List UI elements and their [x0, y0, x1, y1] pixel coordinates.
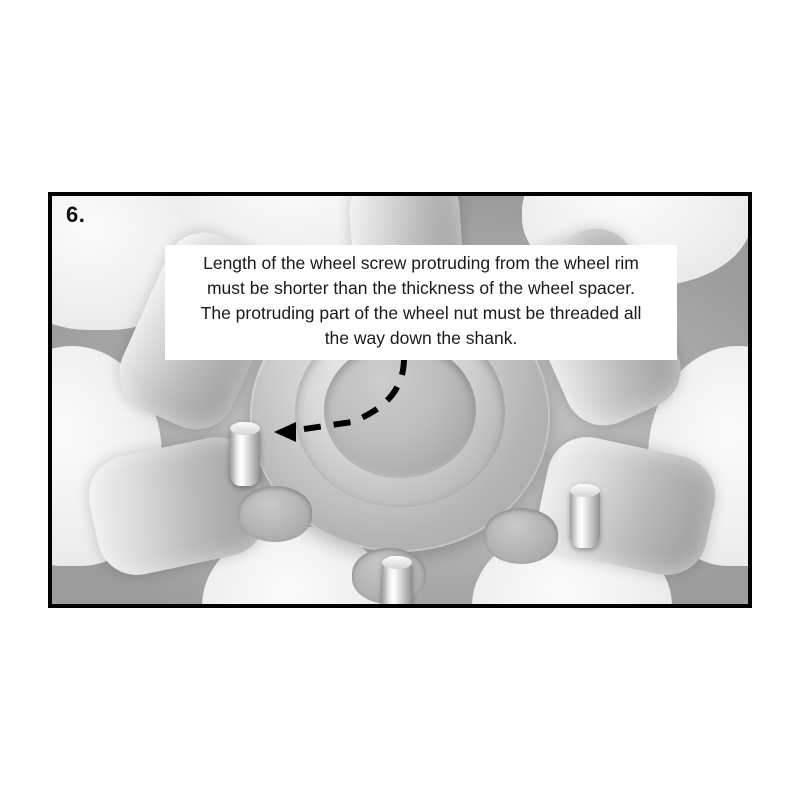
wheel-stud-upper-left — [230, 422, 260, 486]
lug-pocket-left — [238, 486, 312, 542]
step-number: 6. — [66, 202, 86, 227]
caption-line-3: The protruding part of the wheel nut must be threaded all — [200, 302, 642, 323]
caption-line-4: the way down the shank. — [324, 327, 518, 348]
caption-line-1: Length of the wheel screw protruding from the wheel rim — [203, 253, 639, 273]
caption-box — [165, 245, 677, 360]
wheel-stud-bottom — [382, 556, 412, 608]
instruction-panel — [48, 192, 752, 608]
lug-pocket-right — [484, 508, 558, 564]
hub-center-cap — [324, 343, 476, 479]
caption-line-2: must be shorter than the thickness of the wheel spacer. — [206, 277, 635, 298]
wheel-stud-right — [570, 484, 600, 548]
